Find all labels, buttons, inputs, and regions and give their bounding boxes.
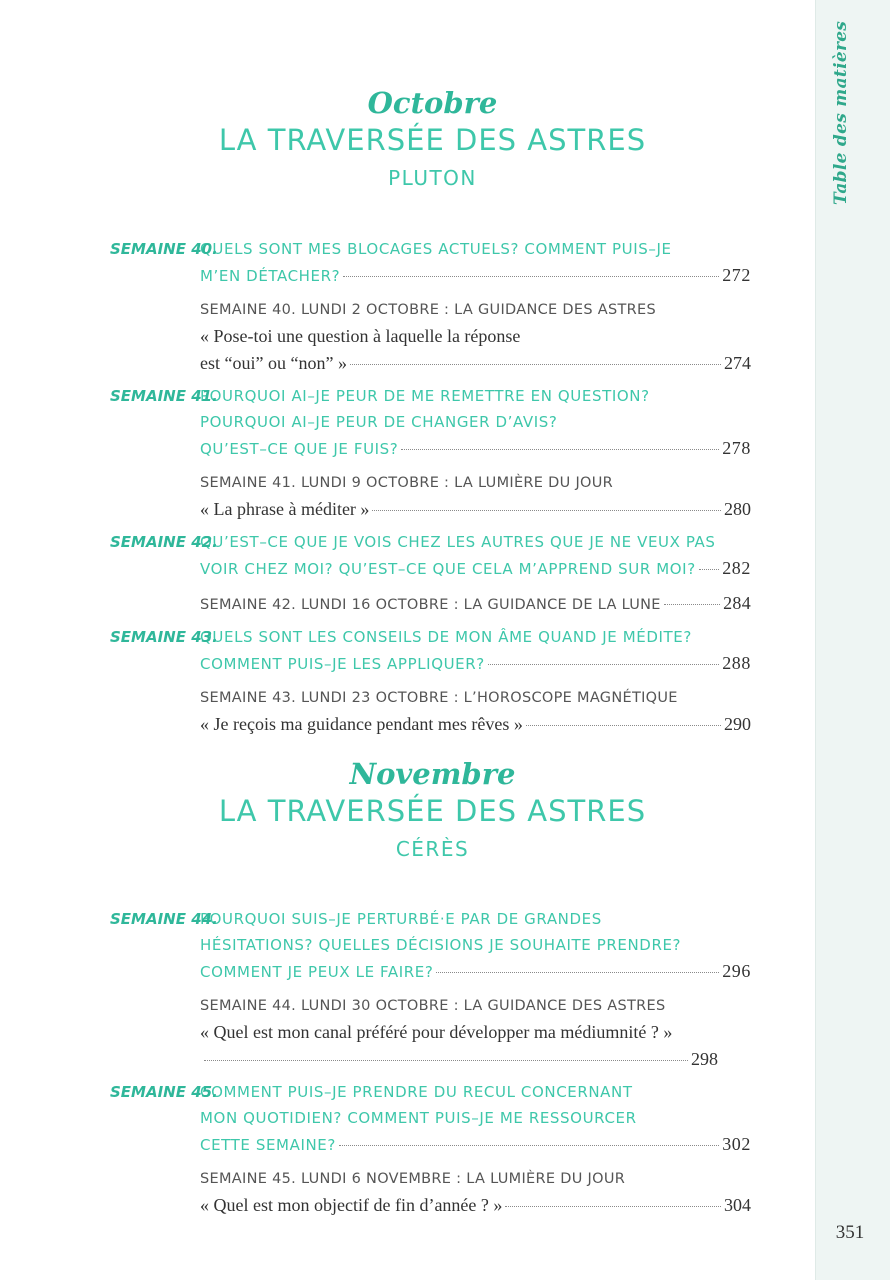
topic-line: COMMENT PUIS–JE PRENDRE DU RECUL CONCERNANT	[200, 1083, 633, 1101]
toc-entry-week-45[interactable]	[0, 1079, 865, 1219]
sub-entry-heading: SEMAINE 41. LUNDI 9 OCTOBRE : LA LUMIÈRE DU JOUR	[200, 475, 614, 491]
sub-entry[interactable]	[200, 297, 751, 377]
topic-leader-line	[200, 262, 751, 289]
sub-entry-line: « Quel est mon objectif de fin d’année ? »	[200, 1195, 503, 1215]
page-ref: 290	[724, 714, 751, 734]
week-label: SEMAINE 43.	[110, 628, 218, 646]
topic-line: POURQUOI AI–JE PEUR DE CHANGER D’AVIS?	[200, 413, 558, 431]
toc-october	[0, 236, 865, 738]
page-ref: 304	[724, 1195, 751, 1215]
page-ref: 298	[691, 1049, 718, 1069]
sub-entry-heading: SEMAINE 40. LUNDI 2 OCTOBRE : LA GUIDANCE DES ASTRES	[200, 302, 656, 318]
page-ref: 282	[722, 558, 751, 578]
sub-entry-heading: SEMAINE 43. LUNDI 23 OCTOBRE : L’HOROSCOPE MAGNÉTIQUE	[200, 690, 678, 706]
page-ref: 274	[724, 353, 751, 373]
sub-entry-line: est “oui” ou “non” »	[200, 353, 347, 373]
week-label: SEMAINE 40.	[110, 240, 218, 258]
section-subtitle: CÉRÈS	[395, 837, 470, 861]
sub-entry[interactable]	[200, 590, 751, 618]
topic-line: COMMENT JE PEUX LE FAIRE?	[200, 963, 434, 981]
topic-line: COMMENT PUIS–JE LES APPLIQUER?	[200, 655, 485, 673]
topic-leader-line	[200, 650, 751, 677]
topic-line: MON QUOTIDIEN? COMMENT PUIS–JE ME RESSOURCER	[200, 1109, 637, 1127]
topic-leader-line	[200, 958, 751, 985]
week-label: SEMAINE 42.	[110, 533, 218, 551]
week-label: SEMAINE 45.	[110, 1083, 218, 1101]
sub-entry-heading: SEMAINE 42. LUNDI 16 OCTOBRE : LA GUIDANCE DE LA LUNE	[200, 597, 661, 613]
sub-entry[interactable]	[200, 470, 751, 523]
dot-leader	[339, 1145, 719, 1146]
toc-entry-week-40[interactable]	[0, 236, 865, 377]
week-topic	[200, 529, 751, 582]
section-subtitle: PLUTON	[388, 166, 477, 190]
week-label: SEMAINE 41.	[110, 387, 218, 405]
toc-entry-week-41[interactable]	[0, 383, 865, 523]
dot-leader	[204, 1060, 688, 1061]
week-topic	[200, 236, 751, 289]
week-topic	[200, 383, 751, 462]
week-topic	[200, 624, 751, 677]
page-ref: 272	[722, 265, 751, 285]
topic-line: M’EN DÉTACHER?	[200, 267, 341, 285]
page-ref: 288	[722, 653, 751, 673]
page-number: 351	[835, 1222, 865, 1243]
sub-entry[interactable]	[200, 1166, 751, 1219]
toc-november	[0, 906, 865, 1219]
sub-leader-line	[200, 1192, 751, 1219]
month-name: Octobre	[367, 86, 498, 120]
section-header-november	[0, 757, 865, 863]
dot-leader	[401, 449, 719, 450]
page-ref: 284	[723, 593, 751, 613]
topic-leader-line	[200, 435, 751, 462]
dot-leader	[436, 972, 719, 973]
topic-line: CETTE SEMAINE?	[200, 1136, 336, 1154]
page-ref: 296	[722, 961, 751, 981]
toc-entry-week-42[interactable]	[0, 529, 865, 618]
dot-leader	[372, 510, 721, 511]
topic-line: QUELS SONT MES BLOCAGES ACTUELS? COMMENT PUIS–JE	[200, 240, 672, 258]
topic-line: QUELS SONT LES CONSEILS DE MON ÂME QUAND JE MÉDITE?	[200, 628, 692, 646]
section-title: LA TRAVERSÉE DES ASTRES	[218, 794, 647, 828]
topic-line: POURQUOI SUIS–JE PERTURBÉ·E PAR DE GRANDES	[200, 910, 602, 928]
dot-leader	[488, 664, 719, 665]
dot-leader	[505, 1206, 721, 1207]
month-name: Novembre	[349, 757, 516, 791]
page-ref: 302	[722, 1134, 751, 1154]
topic-line: HÉSITATIONS? QUELLES DÉCISIONS JE SOUHAITE PRENDRE?	[200, 936, 682, 954]
topic-line: VOIR CHEZ MOI? QU’EST–CE QUE CELA M’APPREND SUR MOI?	[200, 560, 696, 578]
week-topic	[200, 906, 751, 985]
sub-leader-line	[200, 1046, 718, 1073]
topic-line: QU’EST–CE QUE JE VOIS CHEZ LES AUTRES QUE JE NE VEUX PAS	[200, 533, 716, 551]
topic-line: QU’EST–CE QUE JE FUIS?	[200, 440, 399, 458]
sub-entry[interactable]	[200, 685, 751, 738]
sub-entry-line: « Quel est mon canal préféré pour développer ma médiumnité ? »	[200, 1022, 673, 1042]
dot-leader	[343, 276, 719, 277]
topic-leader-line	[200, 1131, 751, 1158]
section-title: LA TRAVERSÉE DES ASTRES	[218, 123, 647, 157]
sub-entry-heading: SEMAINE 45. LUNDI 6 NOVEMBRE : LA LUMIÈRE DU JOUR	[200, 1171, 626, 1187]
sub-entry-line: « Pose-toi une question à laquelle la réponse	[200, 326, 521, 346]
dot-leader	[526, 725, 721, 726]
sub-leader-line	[200, 711, 751, 738]
sub-entry-line: « Je reçois ma guidance pendant mes rêves »	[200, 714, 523, 734]
sub-leader-line	[200, 350, 751, 377]
toc-entry-week-44[interactable]	[0, 906, 865, 1073]
sub-leader-line	[200, 496, 751, 523]
topic-line: POURQUOI AI–JE PEUR DE ME REMETTRE EN QUESTION?	[200, 387, 650, 405]
week-label: SEMAINE 44.	[110, 910, 218, 928]
week-topic	[200, 1079, 751, 1158]
sub-entry-heading: SEMAINE 44. LUNDI 30 OCTOBRE : LA GUIDANCE DES ASTRES	[200, 998, 666, 1014]
page-ref: 280	[724, 499, 751, 519]
page-ref: 278	[722, 438, 751, 458]
toc-entry-week-43[interactable]	[0, 624, 865, 738]
dot-leader	[699, 569, 719, 570]
section-header-october	[0, 86, 865, 192]
sub-leader-line	[200, 590, 751, 618]
topic-leader-line	[200, 555, 751, 582]
sub-entry[interactable]	[200, 993, 751, 1073]
dot-leader	[350, 364, 721, 365]
dot-leader	[664, 604, 720, 605]
sub-entry-line: « La phrase à méditer »	[200, 499, 370, 519]
